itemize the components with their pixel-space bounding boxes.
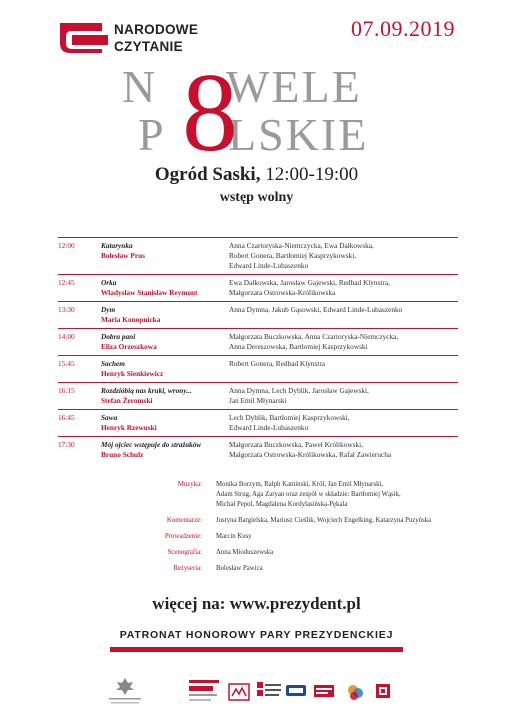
program-work [101,278,229,298]
credit-row-direction [58,564,478,574]
cast-line: Małgorzata Buczkowska, Anna Czartoryska-Niemczycka, [229,332,399,341]
credit-value [216,516,478,526]
program-row [58,355,458,382]
work-title: Orka [101,278,117,287]
more-info-link[interactable]: więcej na: www.prezydent.pl [152,594,361,613]
title-line2-right: LSKIE [228,109,369,158]
work-author: Eliza Orzeszkowa [101,342,157,351]
credit-line: Bolesław Pawica [216,565,263,572]
credit-label: Prowadzenie: [165,533,202,540]
title-numeral-eight: 8 [182,62,238,158]
title-line2-left: P [138,109,164,158]
cast-line: Małgorzata Buczkowska, Paweł Królikowski, [229,440,363,449]
cast-line: Robert Gonera, Bartłomiej Kasprzykowski, [229,251,357,260]
logo-line-2: CZYTANIE [114,39,183,54]
cast-line: Edward Linde-Lubaszenko [229,261,309,270]
work-title: Dym [101,305,116,314]
credit-line: Monika Borzym, Ralph Kaminski, Król, Jan Emil Młynarski, [216,481,384,488]
credit-row-scenography [58,548,478,558]
program-row [58,436,458,463]
book-logo-icon [58,21,108,55]
program-work [101,440,229,460]
cast-line: Anna Dymna, Jakub Gąsowski, Edward Linde-Lubaszenko [229,305,403,314]
work-author: Władysław Stanisław Reymont [101,288,198,297]
work-author: Henryk Sienkiewicz [101,369,164,378]
credit-label: Muzyka: [177,481,202,488]
patronage-heading: PATRONAT HONOROWY PARY PREZYDENCKIEJ [119,629,394,641]
credit-line: Marcin Kusy [216,533,252,540]
credit-line: Michał Pepol, Magdalena Kordylasińska-Pękala [216,501,348,508]
work-author: Bolesław Prus [101,251,145,260]
work-title: Rozdzióbią nas kruki, wrony... [101,386,192,395]
program-row [58,328,458,355]
ministry-culture-logo [187,676,223,706]
program-work [101,413,229,433]
tvp-logo [285,676,307,706]
program-work [101,332,229,352]
divider-bar [110,647,403,652]
credit-value [216,548,478,558]
program-cast [229,241,458,271]
program-row [58,409,458,436]
credit-value [216,564,478,574]
program-time: 17:30 [58,440,75,449]
credit-label: Scenografia: [167,549,202,556]
program-row [58,301,458,328]
program-time: 12:45 [58,278,75,287]
credit-line: Anna Mioduszewska [216,549,274,556]
credit-row-host [58,532,478,542]
sponsor-logos [105,676,405,706]
work-author: Henryk Rzewuski [101,423,157,432]
cast-line: Lech Dyblik, Bartłomiej Kasprzykowski, [229,413,350,422]
partner-logo [375,676,391,706]
credit-label: Komentarze: [166,517,202,524]
credit-value [216,480,478,510]
program-time: 13:30 [58,305,75,314]
work-title: Mój ojciec wstępuje do strażaków [101,440,202,449]
work-title: Sachem [101,359,125,368]
cast-line: Jan Emil Młynarski [229,396,287,405]
venue-time: 12:00-19:00 [265,164,359,185]
work-title: Sawa [101,413,118,422]
program-table [58,237,458,463]
credit-value [216,532,478,542]
cast-line: Ewa Dałkowska, Jarosław Gajewski, Redbad Klynstra, [229,278,390,287]
cast-line: Anna Dereszowska, Bartłomiej Kasprzykowski [229,342,368,351]
program-cast [229,440,458,460]
program-work [101,241,229,271]
work-title: Katarynka [101,241,133,250]
cast-line: Anna Dymna, Lech Dyblik, Jarosław Gajewski, [229,386,369,395]
logo-line-1: NARODOWE [114,22,199,37]
program-time: 15:45 [58,359,75,368]
credit-label: Reżyseria: [173,565,202,572]
work-author: Maria Konopnicka [101,315,161,324]
cast-line: Robert Gonera, Redbad Klynstra [229,359,326,368]
program-time: 16:15 [58,386,75,395]
logo-text [114,21,198,55]
cast-line: Małgorzata Ostrowska-Królikowska [229,288,336,297]
venue-name: Ogród Saski, [154,164,261,185]
work-author: Stefan Żeromski [101,396,153,405]
program-work [101,386,229,406]
program-row [58,237,458,274]
program-row [58,274,458,301]
ncc-logo [255,676,283,706]
program-work [101,305,229,325]
program-row [58,382,458,409]
work-author: Bruno Schulz [101,450,144,459]
venue-line [0,164,513,186]
credit-row-music [58,480,478,510]
program-cast [229,278,458,298]
admission-note: wstęp wolny [219,190,294,205]
program-cast [229,359,458,379]
title-nowele-polskie [116,62,398,158]
program-cast [229,332,458,352]
program-work [101,359,229,379]
title-line1-left: N [122,62,156,112]
program-cast [229,386,458,406]
cast-line: Małgorzata Ostrowska-Królikowska, Rafał Zawierucha [229,450,392,459]
title-line1-right: WELE [226,62,362,112]
credits-section [58,480,478,580]
program-time: 16:45 [58,413,75,422]
program-time: 14:00 [58,332,75,341]
program-cast [229,413,458,433]
polskie-radio-logo [313,676,335,706]
program-cast [229,305,458,325]
credit-line: Adam Strug, Aga Zaryan oraz zespół w składzie: Bartłomiej Wąsik, [216,491,401,498]
work-title: Dobra pani [101,332,136,341]
ministry-emblem-icon [227,676,251,706]
festival-logo [345,676,365,706]
cast-line: Edward Linde-Lubaszenko [229,423,309,432]
presidential-chancellery-logo [105,676,145,706]
event-date: 07.09.2019 [351,16,455,41]
program-time: 12:00 [58,241,75,250]
narodowe-czytanie-logo [58,18,198,58]
cast-line: Anna Czartoryska-Niemczycka, Ewa Dałkowska, [229,241,374,250]
credit-line: Justyna Bargielska, Mariusz Cieślik, Wojciech Engelking, Katarzyna Puzyńska [216,517,432,524]
credit-row-comments [58,516,478,526]
